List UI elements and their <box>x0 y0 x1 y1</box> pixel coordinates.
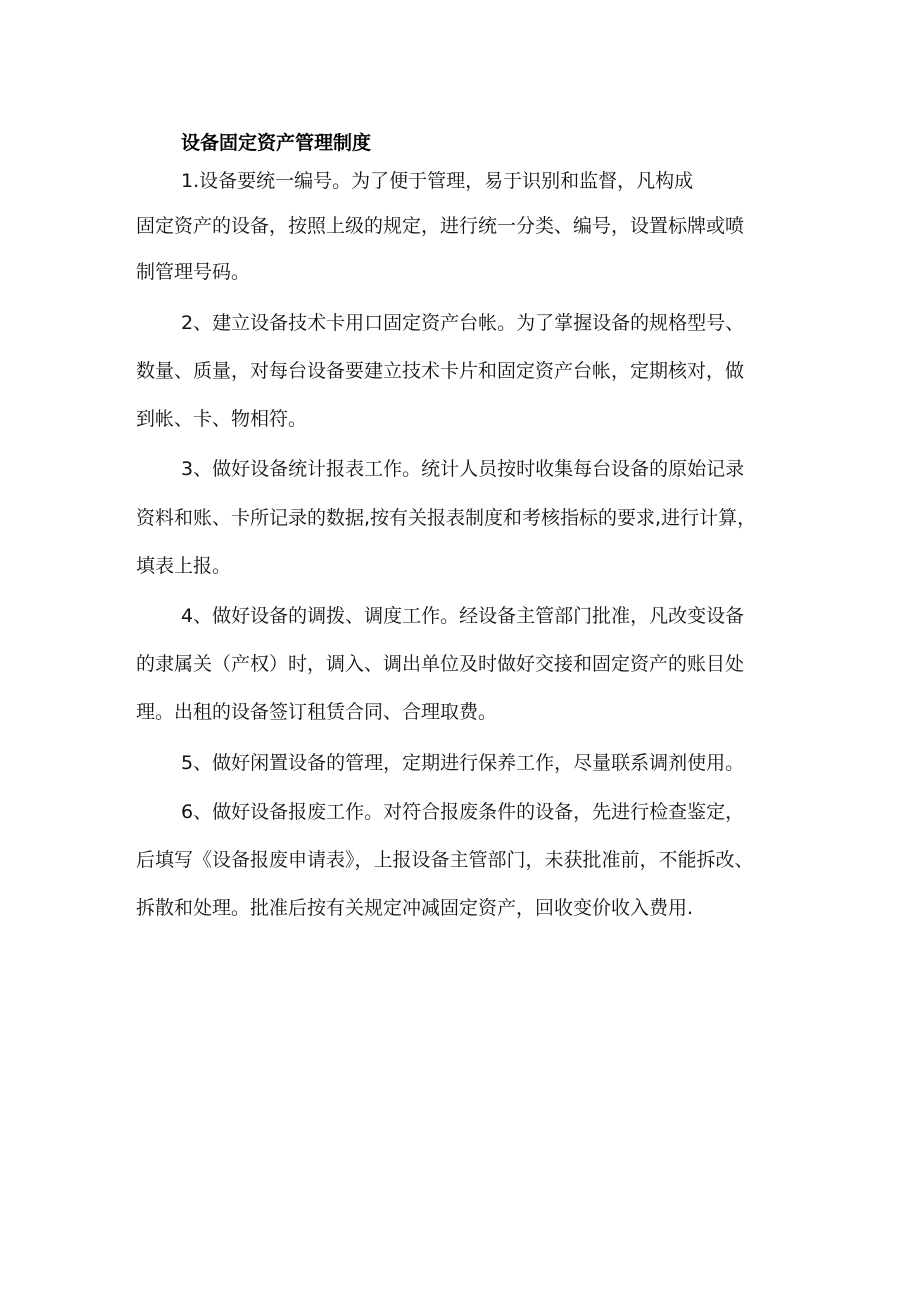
paragraph-3-line-2: 资料和账、卡所记录的数据,按有关报表制度和考核指标的要求,进行计算， <box>136 507 757 529</box>
paragraph-1-line-2: 固定资产的设备，按照上级的规定，进行统一分类、编号，设置标牌或喷 <box>136 215 745 237</box>
paragraph-2-line-3: 到帐、卡、物相符。 <box>136 408 308 430</box>
paragraph-4-line-2: 的隶属关（产权）时，调入、调出单位及时做好交接和固定资产的账目处 <box>136 653 745 675</box>
paragraph-4-line-1: 4、做好设备的调拨、调度工作。经设备主管部门批准，凡改变设备 <box>181 605 745 627</box>
paragraph-4-line-3: 理。出租的设备签订租赁合同、合理取费。 <box>136 701 498 723</box>
paragraph-3-line-3: 填表上报。 <box>136 555 232 577</box>
paragraph-6-line-2: 后填写《设备报废申请表》，上报设备主管部门，未获批准前，不能拆改、 <box>136 849 754 871</box>
paragraph-2-line-1: 2、建立设备技术卡用口固定资产台帐。为了掌握设备的规格型号、 <box>181 312 745 334</box>
paragraph-3-line-1: 3、做好设备统计报表工作。统计人员按时收集每台设备的原始记录 <box>181 458 745 480</box>
paragraph-6-line-1: 6、做好设备报废工作。对符合报废条件的设备，先进行检查鉴定， <box>181 801 745 823</box>
paragraph-6-line-3: 拆散和处理。批准后按有关规定冲减固定资产，回收变价收入费用. <box>136 897 694 919</box>
paragraph-2-line-2: 数量、质量，对每台设备要建立技术卡片和固定资产台帐，定期核对，做 <box>136 360 745 382</box>
paragraph-1-line-3: 制管理号码。 <box>136 261 251 283</box>
paragraph-1-line-1: 1.设备要统一编号。为了便于管理，易于识别和监督，凡构成 <box>181 170 694 192</box>
document-title: 设备固定资产管理制度 <box>181 132 372 154</box>
paragraph-5-line-1: 5、做好闲置设备的管理，定期进行保养工作，尽量联系调剂使用。 <box>181 752 745 774</box>
